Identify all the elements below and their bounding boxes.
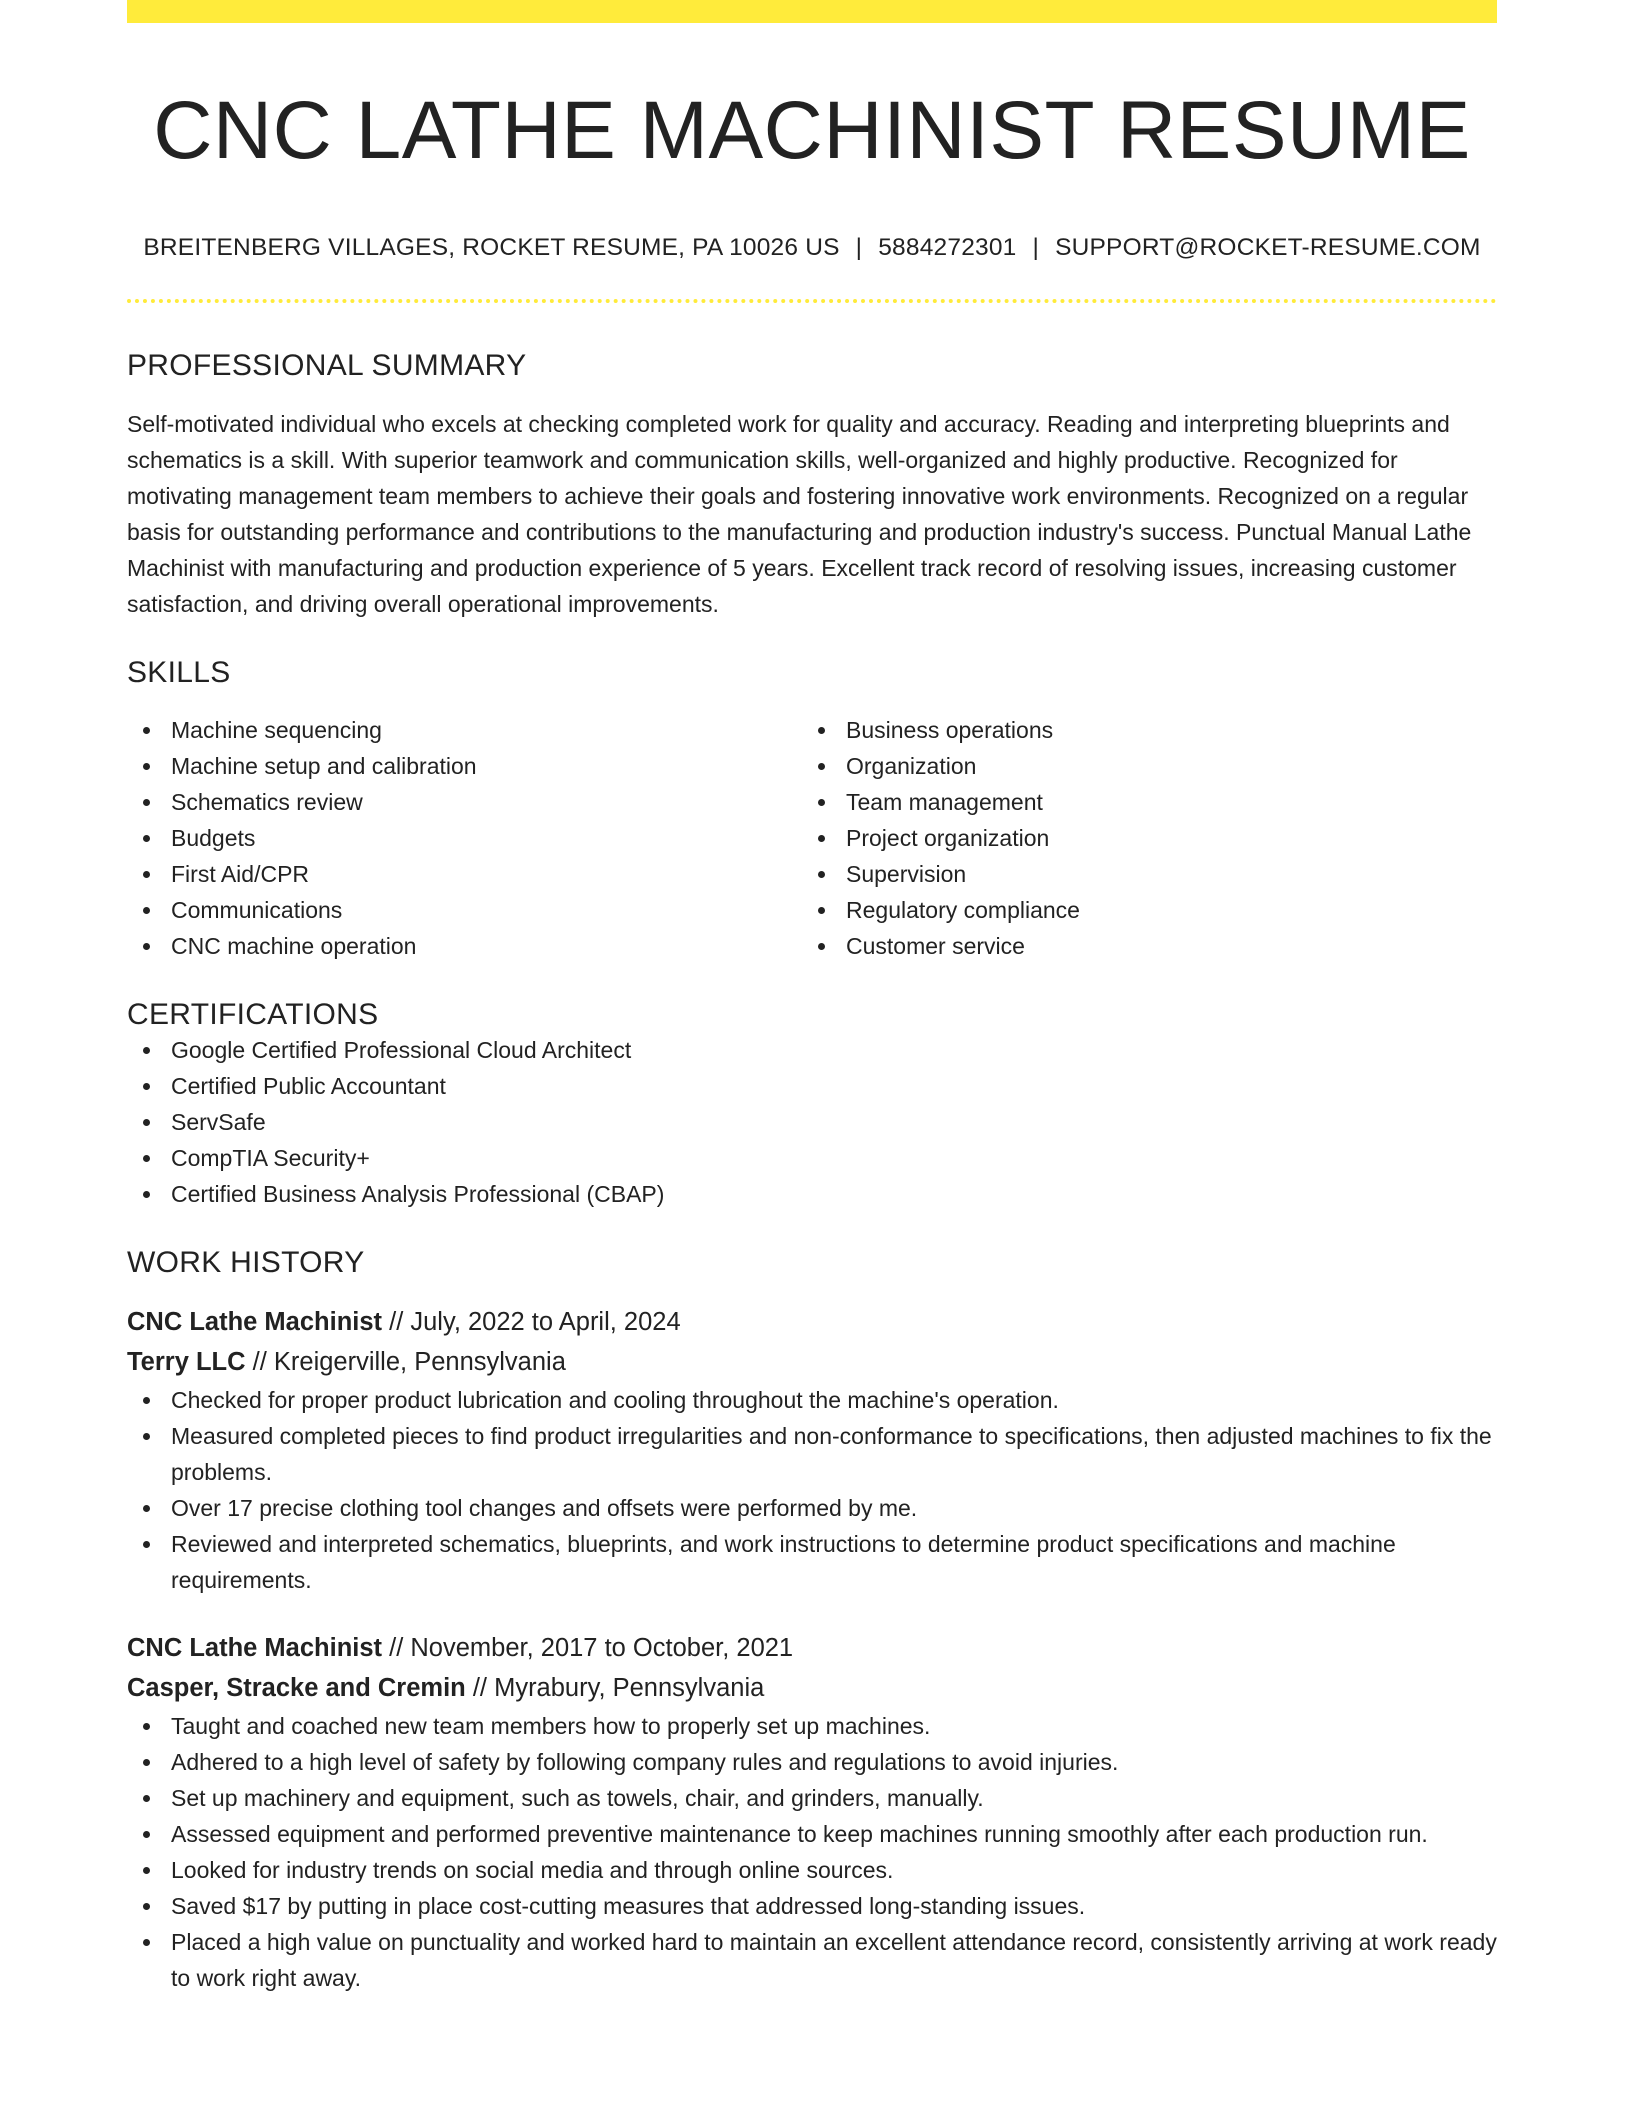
skill-item: Business operations xyxy=(802,712,1477,748)
job-title: CNC Lathe Machinist xyxy=(127,1308,383,1337)
skill-item: Regulatory compliance xyxy=(802,892,1477,928)
skill-item: Customer service xyxy=(802,928,1477,964)
contact-phone: 5884272301 xyxy=(878,234,1017,262)
skills-list-right xyxy=(802,712,1477,964)
job-title-line xyxy=(127,1628,1497,1668)
skills-grid xyxy=(127,712,1497,964)
job-entry xyxy=(127,1628,1497,1996)
skill-item: Supervision xyxy=(802,856,1477,892)
skill-item: Budgets xyxy=(127,820,802,856)
certification-item: ServSafe xyxy=(127,1104,1497,1140)
job-company: Terry LLC xyxy=(127,1348,246,1377)
contact-address: BREITENBERG VILLAGES, ROCKET RESUME, PA 10026 US xyxy=(143,234,840,262)
job-duty-item: Looked for industry trends on social media and through online sources. xyxy=(127,1852,1497,1888)
job-duty-item: Assessed equipment and performed preventive maintenance to keep machines running smoothly after each production run. xyxy=(127,1816,1497,1852)
job-duty-item: Set up machinery and equipment, such as towels, chair, and grinders, manually. xyxy=(127,1780,1497,1816)
job-title-line xyxy=(127,1302,1497,1342)
skill-item: Project organization xyxy=(802,820,1477,856)
job-company: Casper, Stracke and Cremin xyxy=(127,1674,466,1703)
job-title: CNC Lathe Machinist xyxy=(127,1634,383,1663)
job-duty-item: Saved $17 by putting in place cost-cutting measures that addressed long-standing issues. xyxy=(127,1888,1497,1924)
job-duties-list xyxy=(127,1708,1497,1996)
skills-heading: SKILLS xyxy=(127,656,231,690)
certification-item: Certified Business Analysis Professional (CBAP) xyxy=(127,1176,1497,1212)
certifications-list xyxy=(127,1032,1497,1212)
job-duty-item: Placed a high value on punctuality and worked hard to maintain an excellent attendance record, consistently arriving at work ready to work right away. xyxy=(127,1924,1497,1996)
resume-title: CNC LATHE MACHINIST RESUME xyxy=(153,85,1471,176)
job-dates: // November, 2017 to October, 2021 xyxy=(382,1634,794,1663)
job-duties-list xyxy=(127,1382,1497,1598)
certification-item: Google Certified Professional Cloud Architect xyxy=(127,1032,1497,1068)
job-location: // Myrabury, Pennsylvania xyxy=(465,1674,765,1703)
skill-item: First Aid/CPR xyxy=(127,856,802,892)
resume-page xyxy=(127,0,1497,1996)
accent-top-bar xyxy=(127,0,1497,23)
job-company-line xyxy=(127,1668,1497,1708)
contact-separator: | xyxy=(1032,234,1040,262)
skill-item: Team management xyxy=(802,784,1477,820)
certifications-heading: CERTIFICATIONS xyxy=(127,998,379,1032)
job-dates: // July, 2022 to April, 2024 xyxy=(382,1308,681,1337)
contact-separator: | xyxy=(855,234,863,262)
job-duty-item: Taught and coached new team members how to properly set up machines. xyxy=(127,1708,1497,1744)
skill-item: Schematics review xyxy=(127,784,802,820)
skills-column-right xyxy=(802,712,1477,964)
job-entry xyxy=(127,1302,1497,1598)
summary-heading: PROFESSIONAL SUMMARY xyxy=(127,349,527,383)
job-duty-item: Over 17 precise clothing tool changes and offsets were performed by me. xyxy=(127,1490,1497,1526)
job-company-line xyxy=(127,1342,1497,1382)
job-duty-item: Checked for proper product lubrication and cooling throughout the machine's operation. xyxy=(127,1382,1497,1418)
skills-section xyxy=(127,656,1497,964)
skill-item: Machine sequencing xyxy=(127,712,802,748)
contact-email: SUPPORT@ROCKET-RESUME.COM xyxy=(1055,234,1481,262)
work-history-heading: WORK HISTORY xyxy=(127,1246,365,1280)
job-duty-item: Measured completed pieces to find product irregularities and non-conformance to specifications, then adjusted machines to fix the problems. xyxy=(127,1418,1497,1490)
skill-item: Organization xyxy=(802,748,1477,784)
certification-item: CompTIA Security+ xyxy=(127,1140,1497,1176)
skills-list-left xyxy=(127,712,802,964)
job-duty-item: Reviewed and interpreted schematics, blueprints, and work instructions to determine product specifications and machine requirements. xyxy=(127,1526,1497,1598)
summary-section xyxy=(127,349,1497,622)
skills-column-left xyxy=(127,712,802,964)
skill-item: Communications xyxy=(127,892,802,928)
contact-line xyxy=(127,234,1497,262)
certifications-section xyxy=(127,998,1497,1212)
skill-item: CNC machine operation xyxy=(127,928,802,964)
certification-item: Certified Public Accountant xyxy=(127,1068,1497,1104)
skill-item: Machine setup and calibration xyxy=(127,748,802,784)
dotted-divider xyxy=(127,299,1497,303)
job-duty-item: Adhered to a high level of safety by following company rules and regulations to avoid injuries. xyxy=(127,1744,1497,1780)
summary-text: Self-motivated individual who excels at checking completed work for quality and accuracy. Reading and interpreting blueprints and schematics is a skill. With superior teamwork and communication skills, well-organized and highly productive. Recognized for motivating management team members to achieve their goals and fostering innovative work environments. Recognized on a regular basis for outstanding performance and contributions to the manufacturing and production industry's success. Punctual Manual Lathe Machinist with manufacturing and production experience of 5 years. Excellent track record of resolving issues, increasing customer satisfaction, and driving overall operational improvements. xyxy=(127,411,1472,618)
job-location: // Kreigerville, Pennsylvania xyxy=(245,1348,566,1377)
work-history-section xyxy=(127,1246,1497,1996)
